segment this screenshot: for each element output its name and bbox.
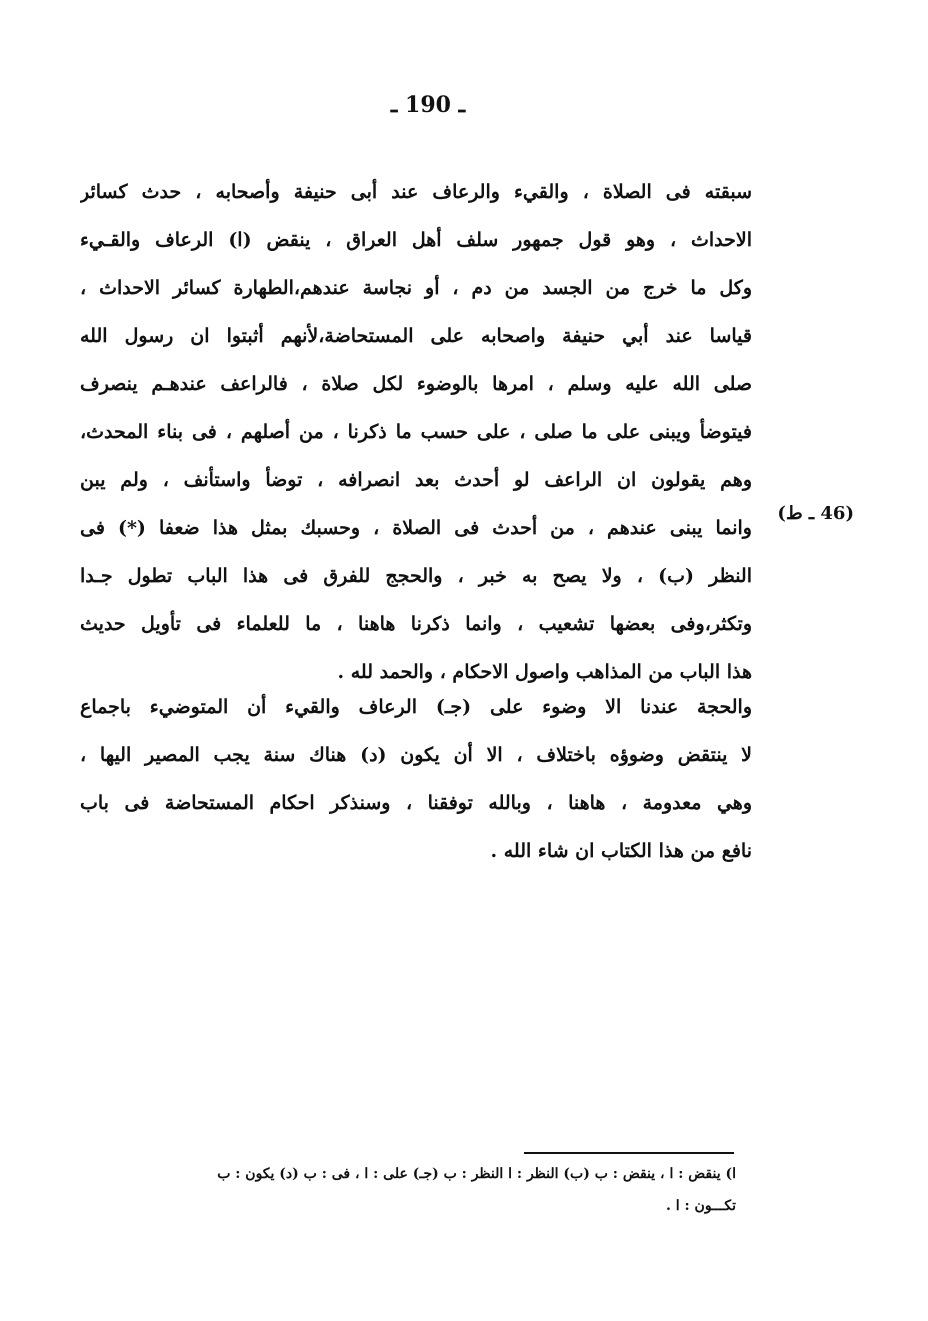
text-line: والحجة عندنا الا وضوء على (جـ) الرعاف والقيء أن المتوضيء باجماع <box>80 696 752 718</box>
text-line: وكل ما خرج من الجسد من دم ، أو نجاسة عندهم،الطهارة كسائر الاحداث ، <box>80 277 752 299</box>
footnote-line: ا) ينقض : ا ، ينقض : ب (ب) النظر : ا النظر : ب (جـ) على : ا ، فى : ب (د) يكون : ب <box>217 1166 736 1182</box>
text-line: الاحداث ، وهو قول جمهور سلف أهل العراق ، ينقض (ا) الرعاف والقـيء <box>80 229 752 251</box>
text-line: النظر (ب) ، ولا يصح به خبر ، والحجج للفرق فى هذا الباب تطول جـدا <box>80 565 752 587</box>
text-line: وهي معدومة ، هاهنا ، وبالله توفقنا ، وسنذكر احكام المستحاضة فى باب <box>80 792 752 814</box>
paragraph-main <box>80 168 752 696</box>
text-line: فيتوضأ ويبنى على ما صلى ، على حسب ما ذكرنا ، من أصلهم ، فى بناء المحدث، <box>80 421 752 443</box>
text-line: وتكثر،وفى بعضها تشعيب ، وانما ذكرنا هاهنا ، ما للعلماء فى تأويل حديث <box>80 613 752 635</box>
text-line: وانما يبنى عندهم ، من أحدث فى الصلاة ، وحسبك بمثل هذا ضعفا (*) فى <box>80 517 752 539</box>
page-number: ـ 190 ـ <box>390 92 466 118</box>
text-line: لا ينتقض وضوؤه باختلاف ، الا أن يكون (د) هناك سنة يجب المصير اليها ، <box>80 744 752 766</box>
margin-reference-note: (46 ـ ط) <box>777 503 854 524</box>
text-line: هذا الباب من المذاهب واصول الاحكام ، والحمد لله . <box>337 661 752 683</box>
text-line: قياسا عند أبي حنيفة واصحابه على المستحاضة،لأنهم أثبتوا ان رسول الله <box>80 325 752 347</box>
footnote-line: تكـــون : ا . <box>666 1198 736 1214</box>
text-line: سبقته فى الصلاة ، والقيء والرعاف عند أبى حنيفة وأصحابه ، حدث كسائر <box>80 181 752 203</box>
text-line: وهم يقولون ان الراعف لو أحدث بعد انصرافه ، توضأ واستأنف ، ولم يبن <box>80 469 752 491</box>
text-line: نافع من هذا الكتاب ان شاء الله . <box>490 840 752 862</box>
footnote-divider <box>524 1152 734 1154</box>
footnotes <box>70 1158 736 1222</box>
paragraph-argument <box>80 683 752 875</box>
text-line: صلى الله عليه وسلم ، امرها بالوضوء لكل صلاة ، فالراعف عندهـم ينصرف <box>80 373 752 395</box>
